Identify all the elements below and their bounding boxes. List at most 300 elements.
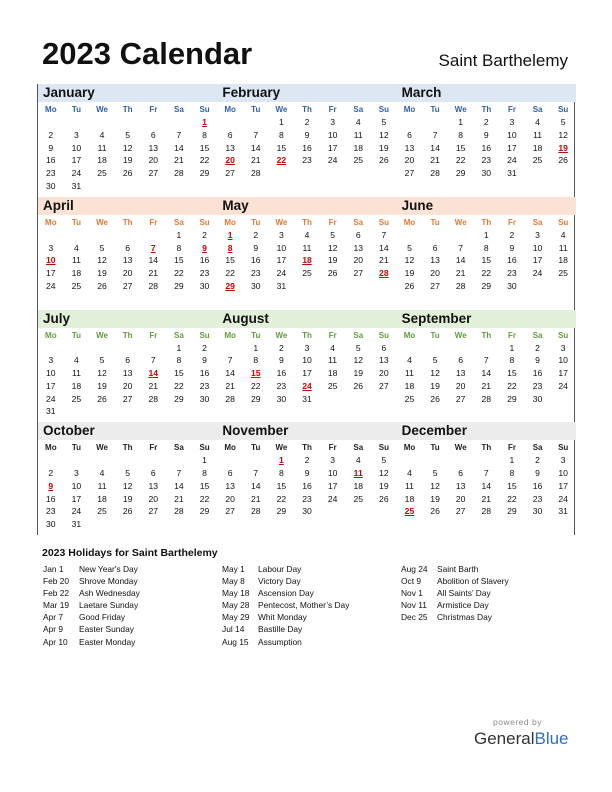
weekday-label: Mo: [224, 217, 236, 227]
weekday-label: Tu: [430, 217, 440, 227]
weekday-header: [217, 216, 396, 229]
day: 23: [199, 268, 210, 278]
month-name: April: [38, 197, 217, 215]
holiday-row: [222, 563, 349, 575]
weekday-label: We: [275, 105, 288, 114]
day: 10: [532, 242, 543, 253]
holiday-day: 25: [404, 506, 415, 517]
day: 18: [532, 142, 543, 153]
day: 6: [150, 129, 156, 140]
day: 30: [532, 393, 543, 404]
holiday-row: [222, 636, 349, 648]
day: 15: [481, 255, 492, 266]
weekday-header: [38, 441, 217, 454]
day: 24: [532, 268, 543, 278]
weekday-label: We: [96, 443, 108, 453]
day: 21: [225, 380, 235, 391]
brand-logo[interactable]: [474, 729, 569, 749]
holidays-title: 2023 Holidays for Saint Barthelemy: [42, 547, 218, 559]
day: 12: [353, 355, 363, 366]
day: 2: [48, 129, 54, 140]
day: 11: [71, 368, 81, 378]
day: 22: [507, 380, 517, 391]
day: 13: [122, 255, 133, 266]
day: 6: [125, 242, 131, 253]
day: 10: [558, 355, 568, 366]
weekday-label: Tu: [71, 443, 82, 453]
day: 31: [302, 393, 312, 404]
day-grid: [38, 229, 217, 293]
day: 20: [122, 380, 133, 391]
day: 8: [278, 468, 284, 478]
day: 8: [202, 468, 207, 478]
day: 16: [199, 368, 210, 378]
weekday-label: Tu: [251, 217, 261, 227]
day: 24: [276, 268, 287, 278]
weekday-label: Su: [199, 105, 210, 114]
day: 26: [122, 506, 133, 517]
day: 30: [302, 506, 312, 517]
day: 20: [430, 268, 440, 278]
empty-day: [89, 229, 115, 242]
day: 21: [481, 380, 492, 391]
day: 14: [379, 242, 389, 253]
day: 5: [125, 129, 131, 140]
day: 7: [253, 468, 259, 478]
day: 8: [483, 242, 489, 253]
day: 2: [535, 342, 540, 353]
day-grid: [397, 342, 576, 406]
day: 7: [227, 355, 233, 366]
empty-day: [397, 116, 423, 129]
day: 27: [122, 280, 133, 291]
day: 9: [253, 242, 259, 253]
day: 2: [278, 342, 284, 353]
empty-day: [38, 229, 64, 242]
empty-day: [140, 454, 166, 467]
empty-day: [89, 342, 115, 355]
day: 12: [379, 468, 389, 478]
empty-day: [38, 454, 64, 467]
day: 28: [174, 506, 184, 517]
day: 4: [560, 229, 566, 240]
day: 18: [97, 493, 107, 504]
day: 15: [507, 368, 517, 378]
weekday-label: Fr: [328, 330, 337, 340]
month-name: February: [217, 84, 396, 102]
month-february: [217, 84, 396, 197]
holiday-date: Nov 11: [401, 600, 427, 611]
day: 25: [532, 155, 543, 166]
day: 3: [535, 229, 540, 240]
day: 13: [455, 368, 466, 378]
holiday-day: 24: [302, 380, 312, 391]
day: 29: [174, 280, 184, 291]
day: 6: [227, 129, 233, 140]
day: 28: [250, 168, 261, 178]
day: 26: [353, 380, 363, 391]
day: 22: [250, 380, 261, 391]
day: 16: [276, 368, 287, 378]
day: 27: [148, 168, 159, 178]
day: 28: [430, 168, 440, 178]
weekday-label: Su: [199, 330, 210, 340]
holiday-day: 14: [148, 368, 159, 378]
day: 26: [404, 280, 415, 291]
month-name: December: [397, 422, 576, 440]
month-november: [217, 422, 396, 535]
weekday-label: Su: [558, 330, 569, 340]
weekday-label: Su: [558, 443, 569, 453]
weekday-label: Th: [122, 330, 133, 340]
day: 10: [71, 480, 82, 491]
day: 22: [199, 155, 210, 166]
holiday-date: May 18: [222, 588, 250, 599]
day: 31: [71, 519, 82, 529]
month-name: August: [217, 310, 396, 328]
day: 12: [558, 129, 568, 140]
day: 8: [509, 355, 515, 366]
weekday-label: Sa: [174, 443, 184, 453]
holiday-name: Christmas Day: [437, 612, 492, 623]
day: 7: [458, 242, 464, 253]
day: 7: [176, 129, 182, 140]
day: 31: [71, 180, 82, 191]
weekday-label: Sa: [532, 443, 543, 453]
day: 21: [379, 255, 389, 266]
day: 5: [355, 342, 361, 353]
weekday-header: [38, 329, 217, 342]
day: 22: [481, 268, 492, 278]
day: 5: [381, 117, 387, 127]
day: 16: [532, 368, 543, 378]
weekday-label: Th: [481, 443, 492, 453]
day: 5: [381, 455, 387, 466]
weekday-label: Th: [122, 217, 133, 227]
day: 8: [202, 129, 207, 140]
day: 11: [405, 480, 414, 491]
day: 14: [455, 255, 466, 266]
weekday-label: Su: [378, 105, 389, 114]
day: 12: [122, 480, 133, 491]
month-name: September: [397, 310, 576, 328]
day: 21: [250, 493, 261, 504]
day: 9: [535, 468, 540, 478]
day: 30: [507, 280, 517, 291]
empty-day: [115, 229, 141, 242]
day: 1: [253, 342, 259, 353]
day-grid: [217, 229, 396, 293]
month-march: [397, 84, 576, 197]
holiday-day: 28: [379, 268, 389, 278]
holiday-name: Laetare Sunday: [79, 600, 139, 611]
day-grid: [38, 454, 217, 531]
weekday-label: We: [96, 105, 108, 114]
day: 17: [46, 268, 56, 278]
holiday-row: [43, 599, 140, 611]
weekday-label: Tu: [251, 105, 261, 114]
weekday-label: Tu: [251, 443, 261, 453]
day: 30: [199, 280, 210, 291]
day: 28: [481, 506, 492, 517]
day: 1: [278, 117, 284, 127]
holiday-name: Pentecost, Mother’s Day: [258, 600, 350, 611]
day: 3: [278, 229, 284, 240]
day: 21: [174, 493, 184, 504]
day: 9: [483, 129, 489, 140]
day: 2: [253, 229, 259, 240]
day: 11: [405, 368, 414, 378]
day: 11: [533, 129, 542, 140]
month-january: [38, 84, 217, 197]
holiday-row: [43, 575, 140, 587]
day: 4: [74, 242, 79, 253]
month-august: [217, 310, 396, 423]
day: 25: [97, 168, 107, 178]
day: 21: [148, 268, 159, 278]
day: 19: [122, 493, 133, 504]
day: 18: [558, 255, 568, 266]
day: 24: [46, 280, 56, 291]
day: 23: [46, 506, 56, 517]
day: 16: [250, 255, 261, 266]
day: 2: [509, 229, 515, 240]
day: 7: [483, 355, 489, 366]
day: 3: [48, 242, 54, 253]
weekday-header: [38, 103, 217, 116]
weekday-label: We: [96, 330, 108, 340]
day: 15: [276, 480, 287, 491]
day: 20: [122, 268, 133, 278]
day: 26: [122, 168, 133, 178]
day: 22: [225, 268, 235, 278]
day: 15: [507, 480, 517, 491]
day: 19: [97, 268, 107, 278]
day: 1: [176, 229, 182, 240]
weekday-label: Th: [481, 217, 492, 227]
holiday-name: New Year's Day: [79, 564, 138, 574]
empty-day: [397, 342, 423, 355]
day: 12: [97, 255, 107, 266]
empty-day: [166, 116, 192, 129]
month-september: [397, 310, 576, 423]
day: 6: [125, 355, 131, 366]
day: 26: [327, 268, 338, 278]
weekday-label: Fr: [328, 217, 337, 227]
holiday-name: Saint Barth: [437, 564, 479, 574]
weekday-label: Sa: [353, 105, 364, 114]
day: 16: [46, 155, 56, 166]
day: 5: [407, 242, 412, 253]
day: 5: [99, 242, 105, 253]
day: 9: [202, 355, 207, 366]
day: 28: [148, 393, 159, 404]
weekday-label: Tu: [251, 330, 261, 340]
day: 23: [250, 268, 261, 278]
weekday-label: Mo: [45, 443, 57, 453]
day: 4: [74, 355, 79, 366]
day: 9: [304, 468, 310, 478]
day: 29: [481, 280, 492, 291]
weekday-label: Fr: [149, 443, 158, 453]
day: 26: [430, 393, 440, 404]
day: 11: [97, 142, 107, 153]
holiday-day: 29: [225, 280, 235, 291]
day: 20: [404, 155, 415, 166]
empty-day: [140, 229, 166, 242]
holiday-name: Easter Monday: [79, 636, 136, 647]
day: 14: [148, 255, 159, 266]
day: 2: [48, 468, 54, 478]
holiday-date: May 8: [222, 576, 245, 587]
day: 1: [202, 455, 207, 466]
day: 30: [46, 180, 56, 191]
empty-day: [64, 454, 90, 467]
day: 17: [327, 142, 338, 153]
holiday-row: [222, 599, 349, 611]
weekday-label: Sa: [174, 105, 184, 114]
holiday-name: Whit Monday: [258, 612, 307, 623]
day: 24: [71, 506, 82, 517]
empty-day: [448, 454, 474, 467]
day: 24: [327, 155, 338, 166]
day: 11: [328, 355, 338, 366]
weekday-label: Th: [481, 105, 492, 114]
day: 15: [225, 255, 235, 266]
day: 6: [432, 242, 438, 253]
day: 25: [71, 280, 82, 291]
weekday-label: Th: [302, 443, 312, 453]
month-july: [38, 310, 217, 423]
weekday-label: Th: [302, 330, 312, 340]
day: 27: [122, 393, 133, 404]
day: 7: [253, 129, 259, 140]
day: 23: [302, 155, 312, 166]
day: 22: [455, 155, 466, 166]
day: 15: [199, 142, 210, 153]
day: 30: [250, 280, 261, 291]
day: 4: [355, 117, 361, 127]
day: 24: [71, 168, 82, 178]
day: 15: [276, 142, 287, 153]
weekday-label: Fr: [328, 105, 337, 114]
day: 27: [353, 268, 363, 278]
weekday-header: [397, 103, 576, 116]
month-name: November: [217, 422, 396, 440]
day: 29: [507, 506, 517, 517]
day: 13: [455, 480, 466, 491]
day: 3: [330, 117, 335, 127]
day: 9: [304, 129, 310, 140]
empty-day: [474, 454, 500, 467]
day: 4: [407, 355, 412, 366]
day-grid: [397, 116, 576, 180]
day: 25: [404, 393, 415, 404]
day: 18: [71, 268, 82, 278]
holiday-day: 20: [225, 155, 235, 166]
day: 28: [250, 506, 261, 517]
day: 4: [99, 129, 105, 140]
day: 21: [430, 155, 440, 166]
day: 10: [558, 468, 568, 478]
day: 21: [148, 380, 159, 391]
day: 29: [199, 506, 210, 517]
empty-day: [243, 116, 269, 129]
month-may: [217, 197, 396, 310]
holiday-name: Victory Day: [258, 576, 301, 587]
holiday-day: 7: [150, 242, 156, 253]
empty-day: [64, 116, 90, 129]
day: 31: [46, 406, 56, 417]
day: 31: [507, 168, 517, 178]
day: 18: [327, 368, 338, 378]
holiday-name: All Saints’ Day: [437, 588, 491, 599]
day: 12: [430, 368, 440, 378]
day: 28: [148, 280, 159, 291]
weekday-label: Mo: [224, 443, 236, 453]
month-name: June: [397, 197, 576, 215]
day: 13: [404, 142, 415, 153]
brand-text-general: General: [474, 729, 535, 748]
day: 27: [404, 168, 415, 178]
weekday-label: Tu: [430, 105, 440, 114]
weekday-label: We: [275, 217, 288, 227]
day: 25: [558, 268, 568, 278]
weekday-label: Sa: [532, 217, 543, 227]
empty-day: [422, 454, 448, 467]
weekday-label: Su: [378, 217, 389, 227]
day: 27: [225, 168, 235, 178]
empty-day: [397, 229, 423, 242]
day: 16: [46, 493, 56, 504]
day: 5: [560, 117, 566, 127]
empty-day: [217, 454, 243, 467]
day: 27: [379, 380, 389, 391]
day: 19: [379, 142, 389, 153]
month-name: October: [38, 422, 217, 440]
empty-day: [115, 342, 141, 355]
empty-day: [64, 229, 90, 242]
day: 31: [558, 506, 568, 517]
month-december: [397, 422, 576, 535]
weekday-label: Sa: [353, 443, 364, 453]
day: 28: [225, 393, 235, 404]
empty-day: [474, 342, 500, 355]
day: 23: [199, 380, 210, 391]
day: 14: [225, 368, 235, 378]
day: 30: [199, 393, 210, 404]
day: 12: [327, 242, 338, 253]
day: 14: [174, 142, 184, 153]
day: 14: [174, 480, 184, 491]
day: 13: [225, 480, 235, 491]
day: 10: [327, 468, 338, 478]
empty-day: [140, 116, 166, 129]
holiday-day: 10: [46, 255, 56, 266]
day: 25: [353, 155, 363, 166]
day: 26: [379, 155, 389, 166]
day: 12: [430, 480, 440, 491]
day: 23: [532, 380, 543, 391]
empty-day: [166, 454, 192, 467]
day: 23: [532, 493, 543, 504]
day: 4: [355, 455, 361, 466]
day: 15: [455, 142, 466, 153]
holiday-row: [222, 575, 349, 587]
empty-day: [140, 342, 166, 355]
day: 18: [353, 142, 363, 153]
holiday-day: 8: [227, 242, 233, 253]
